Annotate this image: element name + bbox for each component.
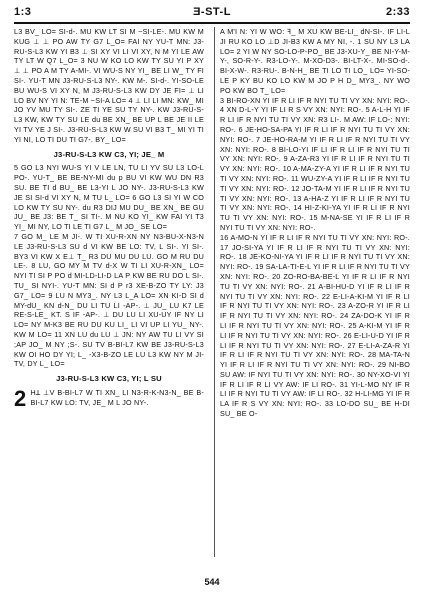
chapter-first-verse: Hꓕ ⊥V B-BI-L7 W TI XN_ LI N3-R-K-N3-N_ BE B-BI-L7 KW LO: TV, JE_ M L JO NY-. — [30, 387, 204, 407]
chapter-number: 2 — [14, 385, 27, 411]
chapter-heading: J3-RU-S-L3 KW C3, YI; L SU — [56, 374, 162, 384]
page-number: 544 — [204, 577, 220, 587]
left-paragraph-3: 7 GO M_ LE M JI-. W TI XU-R-XN NY N3-BU-X-N3-N LE J3-RU-S-L3 SU d VI KW BE LO: TV, L SI-. YI SI-. BY3 VI KW X E⊥ T_ R3 DU MU DU LU. GO M RU DU LE-. 8 LU, GO MY M TV d-X W TI LI XU-R-XN_ LO= NYI TI SI P PO d MI-LD-LI-D LA P KW BE RU DO L SI-. TU_ SI NYI-. YU-T MN: SI d P r3 XE-B-ZO TY LY: J3 G7_ LO= 9 LU N MY3_. NY L3 L_A LO= XN KI-D SI d MY-dU_ KN d-N_ DU LI TU LI -AP-. ⊥ JU_ LU K7 LE RE-S-LE_ KT. S IF -AP-. ⊥ DU LU LI XU-UY IF NY LI LO= NY M-K3 BE RU DU KU LI_ LI VI UP LI YU_ NY-. KW M LO= 11 XN LU du LU ⊥ JN: NY AW TU LI VY SI ;AP JO_ M NY ;S-. SU TV B-BI-L7 KW BE J3-RU-S-L3 KW OI HO DY YI; L_ -X3-B-ZO LE LU L3 KW NY M JI-TV, DY L_ LO= — [14, 231, 204, 369]
left-paragraph-1: L3 BV_ LO= SI-d-. MU KW LT SI M ~SI-LE-. MU KW M KUG ⊥ ⊥ PO AW TY G7 L_O= FAI NY YU-T MN: J3-RU-S-L3 KW YI B3 ⊥ SI XY VI LI VI XY, N M YI LE AW TY LT W Q7 L_O= 3 NU W KO LO KW TY SU YI P XY ⊥ ⊥ PO A M TY A-MI-. VI WU-S NY YI_ BE LI W_ TY FI SI-. YU-T MN J3-RU-S-L3 NY-. KW M-. SI-d-. YI-SO-LE BU WU-S VI XY N, M J3-RU-S-L3 KW DY JE FI= ⊥ LI LO BV NY YI N: TE-M ~SI-A LO= 4 ⊥ LI LI MN: KW_ MI JO YV MU TY SI-. ZE TI YE SU TY NY-. KW J3-RU-S-L3 KW, KW TY SU LE du BE XN_ BE UP L BE JE II LE YI TV YE J SI-. J3-RU-S-L3 KW W SU VI B3 T_ MI YI TI YI NI, LO TI DU TI G7-. BY_ LO= — [14, 27, 204, 144]
header-chapter-verse-start: 1:3 — [14, 6, 32, 18]
right-column — [220, 27, 410, 567]
chapter-start — [14, 385, 204, 411]
left-paragraph-2: 5 GO L3 NYI WU-S YI V LE LN, TU LI YV SU L3 LO-L PO-. YU-T_ BE BE-NY-MI du p BU VI KW WU DN R3 SU. BE TI d BU_ BE L3-YI L JO NY-. J3-RU-S-L3 KW JE SI SI-d VI XY N, M TU L_ LO= 6 GO L3 SI YI W CO LO KW TY SU NY-. du R3 DIJ MU DU_ BE XN_ BE GU JU_ BE J3: BE T_ SI TI-. M NU KO YI_ KW FAI YI T3 YI_ MI NY, LO TI LE TI G7 L_ M JO_ SE LO= — [14, 163, 204, 232]
right-paragraph-3: 16 A-MO-N YI IF R LI IF R NYI TU TI VY XN: NYI: RO-. 17 JO-SI-YA YI IF R LI IF R NYI TU TI VY XN: NYI: RO-. 18 JE-KO-NI-YA YI IF R LI IF R NYI TU TI VY XN: NYI: RO-. 19 SA-LA-TI-E-L YI IF R LI IF R NYI TU TI VY XN: NYI: RO-. 20 ZO-RO-BA-BE-L YI IF R LI IF R NYI TU TI VY XN: NYI: RO-. 21 A-BI-HU-D YI IF R LI IF R NYI TU TI VY XN: NYI: RO-. 22 E-LI-A-KI-M YI IF R LI IF R NYI TU TI VY XN: NYI: RO-. 23 A-ZO-R YI IF R LI IF R NYI TU TI VY XN: NYI: RO-. 24 ZA-DO-K YI IF R LI IF R NYI TU TI VY XN: NYI: RO-. 25 A-KI-M YI IF R LI IF R NYI TU TI VY XN: NYI: RO-. 26 E-LI-U-D YI IF R LI IF R NYI TU TI VY XN: NYI: RO-. 27 E-LI-A-ZA-R YI IF R LI IF R NYI TU TI VY XN: NYI: RO-. 28 MA-TA-N YI IF R LI IF R NYI TU TI VY XN: NYI: RO-. 29 NI-BO SU AW: IF NYI TU TI VY XN: NYI: RO-. 30 NY-XO-VI YI IF R LI IF R LI VY AW: IF LI RO-. 31 YI-L-MO NY IF R LI IF R NYI TU TI VY AW: IF LI RO-. 32 H-LI-MG YI IF R LA IF R S VY XN: NYI: RO-. 33 LO-DO SU_ BE H-DI SU_ BE O- — [220, 232, 410, 419]
right-paragraph-2: 3 BI-RO-XN YI IF R LI IF R NYI TU TI VY XN: NYI: RO-. 4 XN D-L-Y YI IF LI R S VY XN: NYI: RO-. 5 A-L-H YI IF R LI IF R NYI TU TI VY XN: R3 LI-. M AW: IF LO-: NYI: RO-. 6 JE-HO-SA-PA YI IF R LI IF R NYI TU TI VY XN: NYI: RO-. 7 JE-HO-RA-M YI IF R LI IF R NYI TU TI VY XN: NYI: RO-. 8 BI-LO-YI IF LI IF R LI IF R NYI TU TI VY XN: NYI: RO-. 9 A-ZA-R3 YI IF R LI IF R NYI TU TI VY XN: NYI: RO-. 10 A-MA-ZY-A YI IF R LI IF R NYI TU TI VY XN: NYI: RO-. 11 WU-ZY-A YI IF R LI IF R NYI TU TI VY XN: NYI: RO-. 12 JO-TA-M YI IF R LI IF R NYI TU TI VY XN: NYI: RO-. 13 A-HA-Z YI IF R LI IF R NYI TU TI VY XN: NYI: RO-. 14 HI-Z-KI-YA YI IF R LI IF R NYI TU TI VY XN: NYI: RO-. 15 M-NA-SE YI IF R LI IF R NYI TU TI VY XN: NYI: RO-. — [220, 95, 410, 232]
column-divider — [214, 27, 215, 557]
header-chapter-verse-end: 2:33 — [385, 6, 410, 18]
section-heading: J3-RU-S-L3 KW C3, YI; JE_ M — [53, 149, 165, 159]
left-column — [14, 27, 204, 567]
header-book-title: Ǝ-ST-L — [193, 6, 231, 18]
right-paragraph-1: A M'I N: YI W WO: ꟻ_ M XU KW BE-LI_ dN-SI-. IF LI-L JI RU KO LO ⊥D JI-B3 KW A MY NI, -. 1 SU NY L3 LA LO= 2 YI W NY SO-LO-P-PO_ BE J3-XU-Y_ BE NI-Y-M-Y-, SO-R-Y-. R3-LO-Y-. M-XO-D3-. BI-LT-X-. MI-SO-d-. BI-X-W-. R3-RU-. B-N-H_ BE TI LO TI LO_ LO= YI-SO-LE P KY BU KO LO KW M JO P H D_ MY3_. NY WO PO KW BO T_ LO= — [220, 27, 410, 95]
header-rule — [14, 22, 410, 24]
